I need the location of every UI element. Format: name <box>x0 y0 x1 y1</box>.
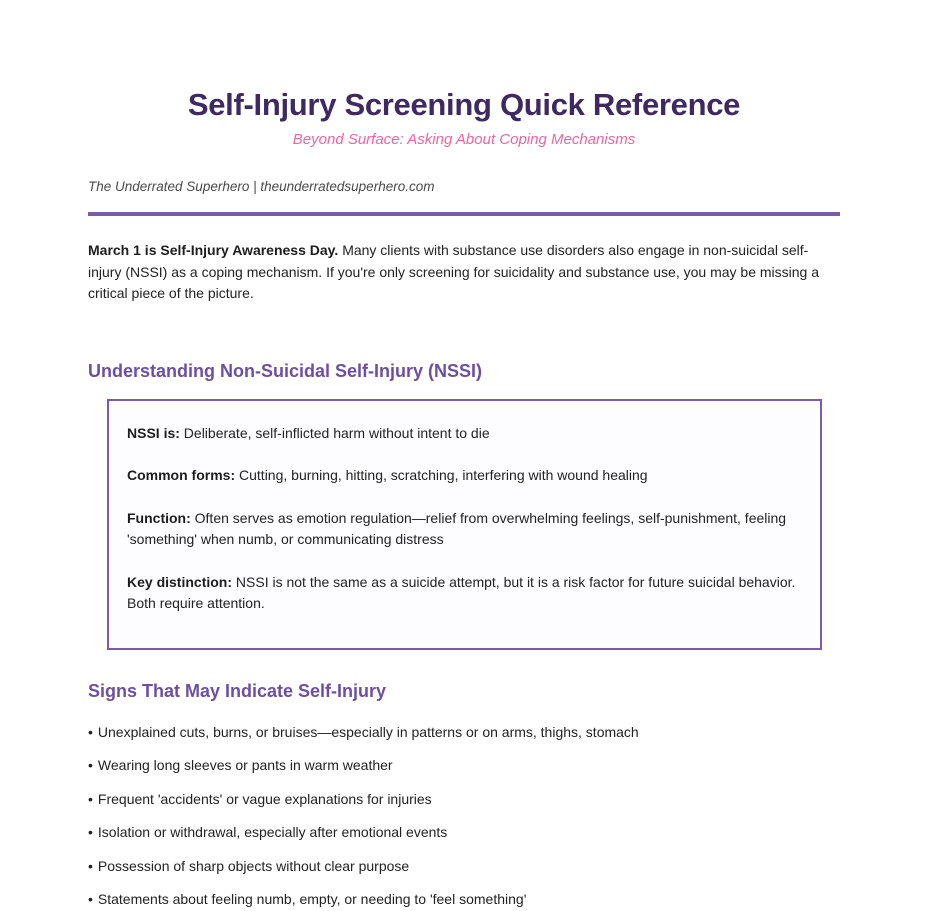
box-item-label: Key distinction: <box>127 573 233 590</box>
bullet-marker: • <box>88 857 93 874</box>
intro-paragraph <box>88 240 840 305</box>
list-item <box>88 755 840 777</box>
list-item-text: Wearing long sleeves or pants in warm weather <box>97 757 393 774</box>
intro-lead-bold: March 1 is Self-Injury Awareness Day. <box>88 242 339 259</box>
box-item-function <box>127 508 802 551</box>
section-heading-signs: Signs That May Indicate Self-Injury <box>88 680 387 701</box>
byline: The Underrated Superhero | theunderratedsuperhero.com <box>88 179 435 195</box>
box-item-text: Deliberate, self-inflicted harm without intent to die <box>183 424 490 441</box>
bullet-marker: • <box>88 790 93 807</box>
list-item <box>88 789 840 811</box>
box-item-nssi-is <box>127 423 802 445</box>
box-item-text: NSSI is not the same as a suicide attempt, but it is a risk factor for future suicidal behavior. Both require attention. <box>127 573 796 612</box>
box-item-key-distinction <box>127 572 802 615</box>
list-item <box>88 722 840 744</box>
box-item-label: Common forms: <box>127 467 236 484</box>
intro-text: Many clients with substance use disorders also engage in non-suicidal self-injury (NSSI) as a coping mechanism. If you're only screening for suicidality and substance use, you may be missing a critical piece of the picture. <box>88 242 820 302</box>
list-item-text: Unexplained cuts, burns, or bruises—especially in patterns or on arms, thighs, stomach <box>97 723 639 740</box>
box-item-text: Cutting, burning, hitting, scratching, interfering with wound healing <box>239 467 648 484</box>
list-item-text: Possession of sharp objects without clear purpose <box>97 857 410 874</box>
list-item <box>88 889 840 911</box>
nssi-info-box <box>107 399 822 650</box>
divider-rule <box>88 212 840 216</box>
list-item-text: Statements about feeling numb, empty, or needing to 'feel something' <box>97 891 527 908</box>
box-item-text: Often serves as emotion regulation—relief from overwhelming feelings, self-punishment, feeling 'something' when numb, or communicating distress <box>127 509 787 548</box>
section-heading-understanding-nssi: Understanding Non-Suicidal Self-Injury (NSSI) <box>88 360 483 381</box>
list-item <box>88 856 840 878</box>
signs-bullet-list <box>88 722 840 911</box>
bullet-marker: • <box>88 891 93 908</box>
page-title: Self-Injury Screening Quick Reference <box>187 87 741 122</box>
box-item-label: Function: <box>127 509 191 526</box>
box-item-common-forms <box>127 465 802 487</box>
bullet-marker: • <box>88 824 93 841</box>
list-item-text: Frequent 'accidents' or vague explanations for injuries <box>97 790 432 807</box>
list-item-text: Isolation or withdrawal, especially after emotional events <box>97 824 448 841</box>
bullet-marker: • <box>88 757 93 774</box>
bullet-marker: • <box>88 723 93 740</box>
list-item <box>88 822 840 844</box>
box-item-label: NSSI is: <box>127 424 180 441</box>
page-subtitle: Beyond Surface: Asking About Coping Mechanisms <box>292 131 636 149</box>
